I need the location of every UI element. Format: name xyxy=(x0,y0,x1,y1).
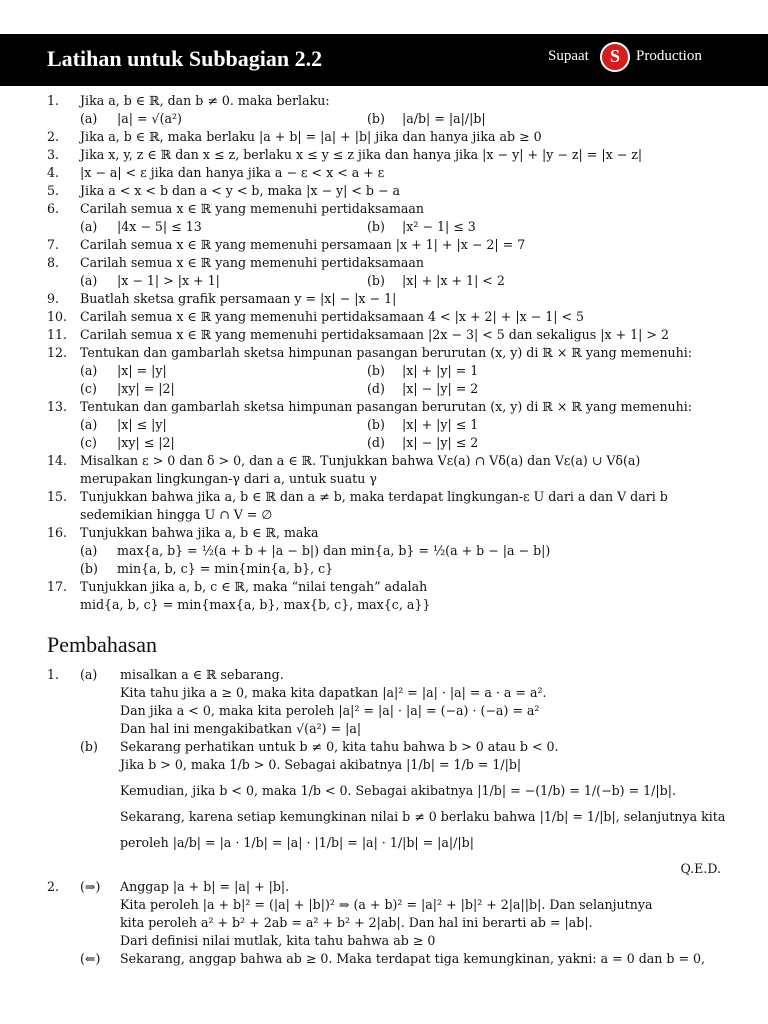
solution-text: Sekarang, karena setiap kemungkinan nilai b ≠ 0 berlaku bahwa |1/b| = 1/|b|, selanjutnya kita xyxy=(120,809,726,824)
exercise-row xyxy=(0,92,768,110)
subitem-label: (b) xyxy=(367,219,385,234)
brand-left-text: Supaat xyxy=(548,48,589,64)
exercise-row xyxy=(0,236,768,254)
exercise-text: mid{a, b, c} = min{max{a, b}, max{b, c}, max{c, a}} xyxy=(80,597,431,612)
subitem-text: |a| = √(a²) xyxy=(117,111,182,126)
subitem-text: |x| ≤ |y| xyxy=(117,417,167,432)
exercise-text: Tentukan dan gambarlah sketsa himpunan pasangan berurutan (x, y) di ℝ × ℝ yang memenuhi: xyxy=(80,399,693,414)
subitem-text: max{a, b} = ½(a + b + |a − b|) dan min{a, b} = ½(a + b − |a − b|) xyxy=(117,543,551,558)
subitem-text: |x² − 1| ≤ 3 xyxy=(402,219,476,234)
subitem-text: |x − 1| > |x + 1| xyxy=(117,273,220,288)
solution-label: (⇐) xyxy=(80,951,101,966)
subitem-text: |x| − |y| ≤ 2 xyxy=(402,435,479,450)
exercise-number: 5. xyxy=(47,183,60,198)
exercise-number: 2. xyxy=(47,129,60,144)
solution-line xyxy=(0,896,768,914)
solution-line xyxy=(0,702,768,720)
exercise-row xyxy=(0,380,768,398)
exercise-text: Carilah semua x ∈ ℝ yang memenuhi pertidaksamaan 4 < |x + 2| + |x − 1| < 5 xyxy=(80,309,585,324)
exercise-number: 10. xyxy=(47,309,68,324)
solution-text: misalkan a ∈ ℝ sebarang. xyxy=(120,667,284,682)
exercise-row xyxy=(0,272,768,290)
exercise-number: 4. xyxy=(47,165,60,180)
subitem-label: (a) xyxy=(80,363,98,378)
solution-line xyxy=(0,878,768,896)
document-body xyxy=(0,92,768,968)
solution-text: Sekarang, anggap bahwa ab ≥ 0. Maka terdapat tiga kemungkinan, yakni: a = 0 dan b = 0, xyxy=(120,951,706,966)
exercise-row xyxy=(0,128,768,146)
solution-line xyxy=(0,738,768,756)
exercise-number: 9. xyxy=(47,291,60,306)
exercise-row xyxy=(0,524,768,542)
exercise-text: Buatlah sketsa grafik persamaan y = |x| − |x − 1| xyxy=(80,291,397,306)
subitem-label: (d) xyxy=(367,435,385,450)
subitem-label: (b) xyxy=(367,363,385,378)
solution-text: Anggap |a + b| = |a| + |b|. xyxy=(120,879,290,894)
solution-number: 1. xyxy=(47,667,60,682)
solution-text: kita peroleh a² + b² + 2ab = a² + b² + 2|ab|. Dan hal ini berarti ab = |ab|. xyxy=(120,915,593,930)
exercise-number: 3. xyxy=(47,147,60,162)
subitem-text: |4x − 5| ≤ 13 xyxy=(117,219,202,234)
exercise-number: 7. xyxy=(47,237,60,252)
exercise-number: 11. xyxy=(47,327,68,342)
subitem-text: |x| + |x + 1| < 2 xyxy=(402,273,505,288)
subitem-label: (a) xyxy=(80,417,98,432)
exercise-row xyxy=(0,470,768,488)
solution-text: Dan hal ini mengakibatkan √(a²) = |a| xyxy=(120,721,362,736)
solution-line xyxy=(0,914,768,932)
exercise-text: |x − a| < ε jika dan hanya jika a − ε < x < a + ε xyxy=(80,165,385,180)
subitem-label: (b) xyxy=(367,417,385,432)
brand-right-text: Production xyxy=(636,48,702,64)
subitem-label: (a) xyxy=(80,273,98,288)
subitem-text: |xy| ≤ |2| xyxy=(117,435,175,450)
solution-text: Dari definisi nilai mutlak, kita tahu bahwa ab ≥ 0 xyxy=(120,933,436,948)
exercise-row xyxy=(0,218,768,236)
subitem-text: min{a, b, c} = min{min{a, b}, c} xyxy=(117,561,334,576)
exercise-text: Carilah semua x ∈ ℝ yang memenuhi persamaan |x + 1| + |x − 2| = 7 xyxy=(80,237,526,252)
exercise-row xyxy=(0,308,768,326)
solution-line xyxy=(0,684,768,702)
solution-text: Jika b > 0, maka 1/b > 0. Sebagai akibatnya |1/b| = 1/b = 1/|b| xyxy=(120,757,522,772)
exercise-text: Carilah semua x ∈ ℝ yang memenuhi pertidaksamaan xyxy=(80,201,425,216)
solution-line xyxy=(0,782,768,808)
exercise-row xyxy=(0,596,768,614)
exercise-number: 15. xyxy=(47,489,68,504)
subitem-label: (a) xyxy=(80,219,98,234)
exercise-text: Tentukan dan gambarlah sketsa himpunan pasangan berurutan (x, y) di ℝ × ℝ yang memenuhi: xyxy=(80,345,693,360)
exercise-row xyxy=(0,164,768,182)
exercise-number: 6. xyxy=(47,201,60,216)
solution-text: Kemudian, jika b < 0, maka 1/b < 0. Sebagai akibatnya |1/b| = −(1/b) = 1/(−b) = 1/|b|. xyxy=(120,783,676,798)
exercise-number: 13. xyxy=(47,399,68,414)
exercise-row xyxy=(0,560,768,578)
exercise-row xyxy=(0,578,768,596)
subitem-text: |x| = |y| xyxy=(117,363,167,378)
exercise-row xyxy=(0,326,768,344)
exercise-text: Jika a, b ∈ ℝ, maka berlaku |a + b| = |a| + |b| jika dan hanya jika ab ≥ 0 xyxy=(80,129,542,144)
solution-line xyxy=(0,756,768,782)
solution-line xyxy=(0,808,768,834)
solution-text: peroleh |a/b| = |a · 1/b| = |a| · |1/b| = |a| · 1/|b| = |a|/|b| xyxy=(120,835,474,850)
exercise-row xyxy=(0,542,768,560)
solution-label: (a) xyxy=(80,667,98,682)
exercise-number: 16. xyxy=(47,525,68,540)
exercise-row xyxy=(0,254,768,272)
exercise-text: Jika x, y, z ∈ ℝ dan x ≤ z, berlaku x ≤ y ≤ z jika dan hanya jika |x − y| + |y − z| = |x − z| xyxy=(80,147,643,162)
subitem-text: |x| − |y| = 2 xyxy=(402,381,479,396)
exercise-row xyxy=(0,110,768,128)
exercise-text: Jika a, b ∈ ℝ, dan b ≠ 0. maka berlaku: xyxy=(80,93,330,108)
exercise-row xyxy=(0,506,768,524)
subitem-text: |xy| = |2| xyxy=(117,381,175,396)
solution-line xyxy=(0,860,768,878)
page-title: Latihan untuk Subbagian 2.2 xyxy=(47,46,323,71)
solutions-heading: Pembahasan xyxy=(47,632,157,657)
solution-text: Dan jika a < 0, maka kita peroleh |a|² = |a| · |a| = (−a) · (−a) = a² xyxy=(120,703,540,718)
header-bar xyxy=(0,34,768,86)
subitem-label: (a) xyxy=(80,111,98,126)
exercise-text: Carilah semua x ∈ ℝ yang memenuhi pertidaksamaan |2x − 3| < 5 dan sekaligus |x + 1| > 2 xyxy=(80,327,669,342)
solution-text: Kita tahu jika a ≥ 0, maka kita dapatkan |a|² = |a| · |a| = a · a = a². xyxy=(120,685,547,700)
solution-line xyxy=(0,720,768,738)
exercise-row xyxy=(0,182,768,200)
exercise-number: 8. xyxy=(47,255,60,270)
solution-line xyxy=(0,932,768,950)
exercise-row xyxy=(0,452,768,470)
subitem-label: (c) xyxy=(80,381,97,396)
exercise-text: Jika a < x < b dan a < y < b, maka |x − y| < b − a xyxy=(80,183,401,198)
exercise-text: merupakan lingkungan-γ dari a, untuk suatu γ xyxy=(80,471,377,486)
subitem-label: (d) xyxy=(367,381,385,396)
subitem-label: (b) xyxy=(367,273,385,288)
exercise-row xyxy=(0,290,768,308)
exercise-number: 12. xyxy=(47,345,68,360)
exercise-text: Tunjukkan jika a, b, c ∈ ℝ, maka “nilai tengah” adalah xyxy=(80,579,428,594)
exercise-row xyxy=(0,434,768,452)
subitem-label: (b) xyxy=(367,111,385,126)
solution-text: Kita peroleh |a + b|² = (|a| + |b|)² ⇒ (a + b)² = |a|² + |b|² + 2|a||b|. Dan selanjutnya xyxy=(120,897,653,912)
brand-logo-icon: S xyxy=(600,42,630,72)
exercise-row xyxy=(0,146,768,164)
exercise-row xyxy=(0,416,768,434)
subitem-text: |a/b| = |a|/|b| xyxy=(402,111,486,126)
exercise-text: sedemikian hingga U ∩ V = ∅ xyxy=(80,507,273,522)
solution-line xyxy=(0,666,768,684)
exercise-number: 14. xyxy=(47,453,68,468)
section-heading xyxy=(0,632,768,666)
exercise-row xyxy=(0,362,768,380)
qed-mark: Q.E.D. xyxy=(680,861,721,876)
exercise-row xyxy=(0,488,768,506)
exercise-text: Carilah semua x ∈ ℝ yang memenuhi pertidaksamaan xyxy=(80,255,425,270)
subitem-text: |x| + |y| ≤ 1 xyxy=(402,417,479,432)
solution-number: 2. xyxy=(47,879,60,894)
exercise-number: 1. xyxy=(47,93,60,108)
subitem-label: (c) xyxy=(80,435,97,450)
exercise-number: 17. xyxy=(47,579,68,594)
exercise-row xyxy=(0,200,768,218)
solution-label: (b) xyxy=(80,739,98,754)
solution-label: (⇒) xyxy=(80,879,101,894)
subitem-label: (a) xyxy=(80,543,98,558)
subitem-label: (b) xyxy=(80,561,98,576)
exercise-text: Misalkan ε > 0 dan δ > 0, dan a ∈ ℝ. Tunjukkan bahwa Vε(a) ∩ Vδ(a) dan Vε(a) ∪ Vδ(a) xyxy=(80,453,641,468)
exercise-text: Tunjukkan bahwa jika a, b ∈ ℝ, maka xyxy=(80,525,319,540)
exercise-row xyxy=(0,344,768,362)
exercise-row xyxy=(0,398,768,416)
subitem-text: |x| + |y| = 1 xyxy=(402,363,479,378)
solution-text: Sekarang perhatikan untuk b ≠ 0, kita tahu bahwa b > 0 atau b < 0. xyxy=(120,739,559,754)
solution-line xyxy=(0,834,768,860)
solution-line xyxy=(0,950,768,968)
exercise-text: Tunjukkan bahwa jika a, b ∈ ℝ dan a ≠ b, maka terdapat lingkungan-ε U dari a dan V dari b xyxy=(80,489,668,504)
